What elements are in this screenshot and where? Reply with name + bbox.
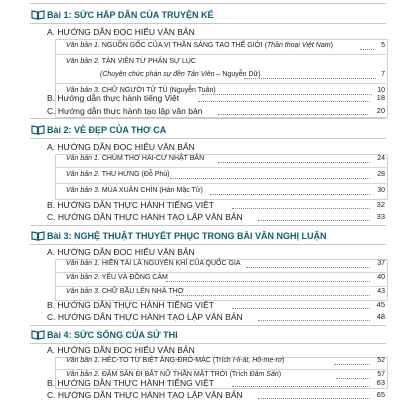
dot-leader bbox=[258, 220, 370, 221]
book-icon bbox=[31, 125, 45, 135]
dot-leader bbox=[258, 320, 370, 321]
entry-page: 28 bbox=[377, 171, 385, 178]
section-c-label: C. HƯỚNG DẪN THỰC HÀNH TẠO LẬP VĂN BẢN bbox=[47, 212, 243, 222]
section-b-page: 32 bbox=[376, 200, 385, 209]
dot-leader bbox=[210, 194, 370, 195]
entry-title: Văn bản 2. THU HỨNG (Đỗ Phủ) bbox=[66, 171, 170, 178]
dot-leader bbox=[166, 281, 370, 282]
dot-leader bbox=[232, 208, 370, 209]
entry-title: Văn bản 1. NGUỒN GỐC CỦA VỊ THẦN SÁNG TẠO THẾ GIỚI (Thần thoại Việt Nam) bbox=[66, 42, 333, 49]
entry-title: Văn bản 2. TẢN VIÊN TỪ PHÁN SỰ LỤC bbox=[66, 58, 196, 65]
lesson-divider bbox=[30, 23, 386, 24]
section-a-row[interactable] bbox=[0, 25, 400, 39]
lesson-heading[interactable] bbox=[0, 8, 400, 22]
entry-page: 7 bbox=[381, 71, 385, 78]
lesson-heading[interactable] bbox=[0, 328, 400, 342]
toc-entry[interactable] bbox=[0, 354, 400, 368]
entry-page: 43 bbox=[377, 288, 385, 295]
section-b-label: B. HƯỚNG DẪN THỰC HÀNH TIẾNG VIỆT bbox=[47, 200, 214, 210]
section-a-label: A. HƯỚNG DẪN ĐỌC HIỂU VĂN BẢN bbox=[47, 345, 195, 355]
section-c-label: C. HƯỚNG DẪN THỰC HÀNH TẠO LẬP VĂN BẢN bbox=[47, 312, 243, 322]
dot-leader bbox=[360, 49, 374, 50]
entry-title: Văn bản 1. CHÙM THƠ HAI-CƯ NHẬT BẢN bbox=[66, 155, 205, 162]
dot-leader bbox=[232, 386, 370, 387]
lesson-heading[interactable] bbox=[0, 229, 400, 243]
toc-entry[interactable] bbox=[0, 168, 400, 182]
entry-page: 30 bbox=[377, 187, 385, 194]
section-a-label: A. HƯỚNG DẪN ĐỌC HIỂU VĂN BẢN bbox=[47, 247, 195, 257]
entry-page: 10 bbox=[377, 87, 385, 94]
entry-page: 52 bbox=[377, 357, 385, 364]
section-a-label: A. HƯỚNG DẪN ĐỌC HIỂU VĂN BẢN bbox=[47, 142, 195, 152]
toc-entry[interactable] bbox=[0, 39, 400, 53]
toc-entry[interactable] bbox=[0, 285, 400, 299]
dot-leader bbox=[246, 267, 370, 268]
toc-entry-continued[interactable] bbox=[0, 68, 400, 82]
toc-entry[interactable] bbox=[0, 257, 400, 271]
section-c-row[interactable] bbox=[0, 210, 400, 224]
entry-page: 57 bbox=[377, 371, 385, 378]
lesson-heading[interactable] bbox=[0, 123, 400, 137]
top-divider bbox=[30, 3, 386, 4]
entry-page: 5 bbox=[381, 42, 385, 49]
dot-leader bbox=[244, 78, 376, 79]
dot-leader bbox=[170, 178, 370, 179]
section-c-page: 33 bbox=[376, 212, 385, 221]
book-icon bbox=[31, 330, 45, 340]
section-b-page: 45 bbox=[376, 300, 385, 309]
entry-title: Văn bản 3. CHỮ BẦU LÊN NHÀ THƠ bbox=[66, 288, 184, 295]
dot-leader bbox=[176, 295, 370, 296]
section-a-label: A. HƯỚNG DẪN ĐỌC HIỂU VĂN BẢN bbox=[47, 27, 195, 37]
entry-page: 24 bbox=[377, 155, 385, 162]
entry-title: Văn bản 3. CHỮ NGƯỜI TỬ TÙ (Nguyễn Tuân) bbox=[66, 87, 216, 94]
lesson-divider bbox=[30, 118, 386, 119]
lesson-title: Bài 3: NGHỆ THUẬT THUYẾT PHỤC TRONG BÀI VĂN NGHỊ LUẬN bbox=[47, 231, 327, 241]
section-c-label: C. HƯỚNG DẪN THỰC HÀNH TẠO LẬP VĂN BẢN bbox=[47, 390, 243, 400]
section-b-label: B. HƯỚNG DẪN THỰC HÀNH TIẾNG VIỆT bbox=[47, 300, 214, 310]
dot-leader bbox=[218, 114, 368, 115]
lesson-title: Bài 4: SỨC SỐNG CỦA SỬ THI bbox=[47, 330, 178, 340]
dot-leader bbox=[232, 308, 370, 309]
lesson-title: Bài 1: SỨC HẤP DẪN CỦA TRUYỆN KỂ bbox=[47, 10, 214, 20]
book-icon bbox=[31, 231, 45, 241]
entry-page: 37 bbox=[377, 260, 385, 267]
book-icon bbox=[31, 10, 45, 20]
toc-entry[interactable] bbox=[0, 271, 400, 285]
dot-leader bbox=[258, 398, 370, 399]
entry-title: Văn bản 1. HIỀN TÀI LÀ NGUYÊN KHÍ CỦA QUỐC GIA bbox=[66, 260, 241, 267]
entry-page: 40 bbox=[377, 274, 385, 281]
section-c-label: C. Hướng dẫn thực hành tạo lập văn bản bbox=[47, 106, 203, 116]
section-c-page: 20 bbox=[376, 106, 385, 115]
lesson-title: Bài 2: VẺ ĐẸP CỦA THƠ CA bbox=[47, 125, 167, 135]
lesson-divider bbox=[30, 325, 386, 326]
section-b-page: 63 bbox=[376, 378, 385, 387]
dot-leader bbox=[334, 364, 370, 365]
toc-entry[interactable] bbox=[0, 184, 400, 198]
entry-title: Văn bản 3. MÙA XUÂN CHÍN (Hàn Mặc Tử) bbox=[66, 187, 203, 194]
entry-subtitle: (Chuyện chức phán sự đền Tản Viên – Nguyễn Dữ) bbox=[100, 71, 261, 78]
toc-entry[interactable] bbox=[0, 55, 400, 69]
section-c-row[interactable] bbox=[0, 310, 400, 324]
section-b-label: B. Hướng dẫn thực hành tiếng Việt bbox=[47, 93, 180, 103]
lesson-divider bbox=[30, 225, 386, 226]
entry-title: Văn bản 1. HÉC-TO TỪ BIỆT ĂNG-ĐRÔ-MÁC (Trích I-li-át, Hô-me-rơ) bbox=[66, 357, 285, 364]
section-b-page: 18 bbox=[376, 93, 385, 102]
section-c-row[interactable] bbox=[0, 104, 400, 118]
dot-leader bbox=[198, 101, 370, 102]
section-b-label: B. HƯỚNG DẪN THỰC HÀNH TIẾNG VIỆT bbox=[47, 378, 214, 388]
section-b-row[interactable] bbox=[0, 91, 400, 105]
section-c-page: 65 bbox=[376, 390, 385, 399]
dot-leader bbox=[218, 162, 370, 163]
lesson-divider bbox=[30, 138, 386, 139]
toc-entry[interactable] bbox=[0, 152, 400, 166]
entry-title: Văn bản 2. YÊU VÀ ĐỒNG CẢM bbox=[66, 274, 168, 281]
entry-title: Văn bản 2. ĐĂM SĂN ĐI BẮT NỮ THẦN MẶT TRỜI (Trích Đăm Săn) bbox=[66, 371, 282, 378]
section-c-page: 48 bbox=[376, 312, 385, 321]
